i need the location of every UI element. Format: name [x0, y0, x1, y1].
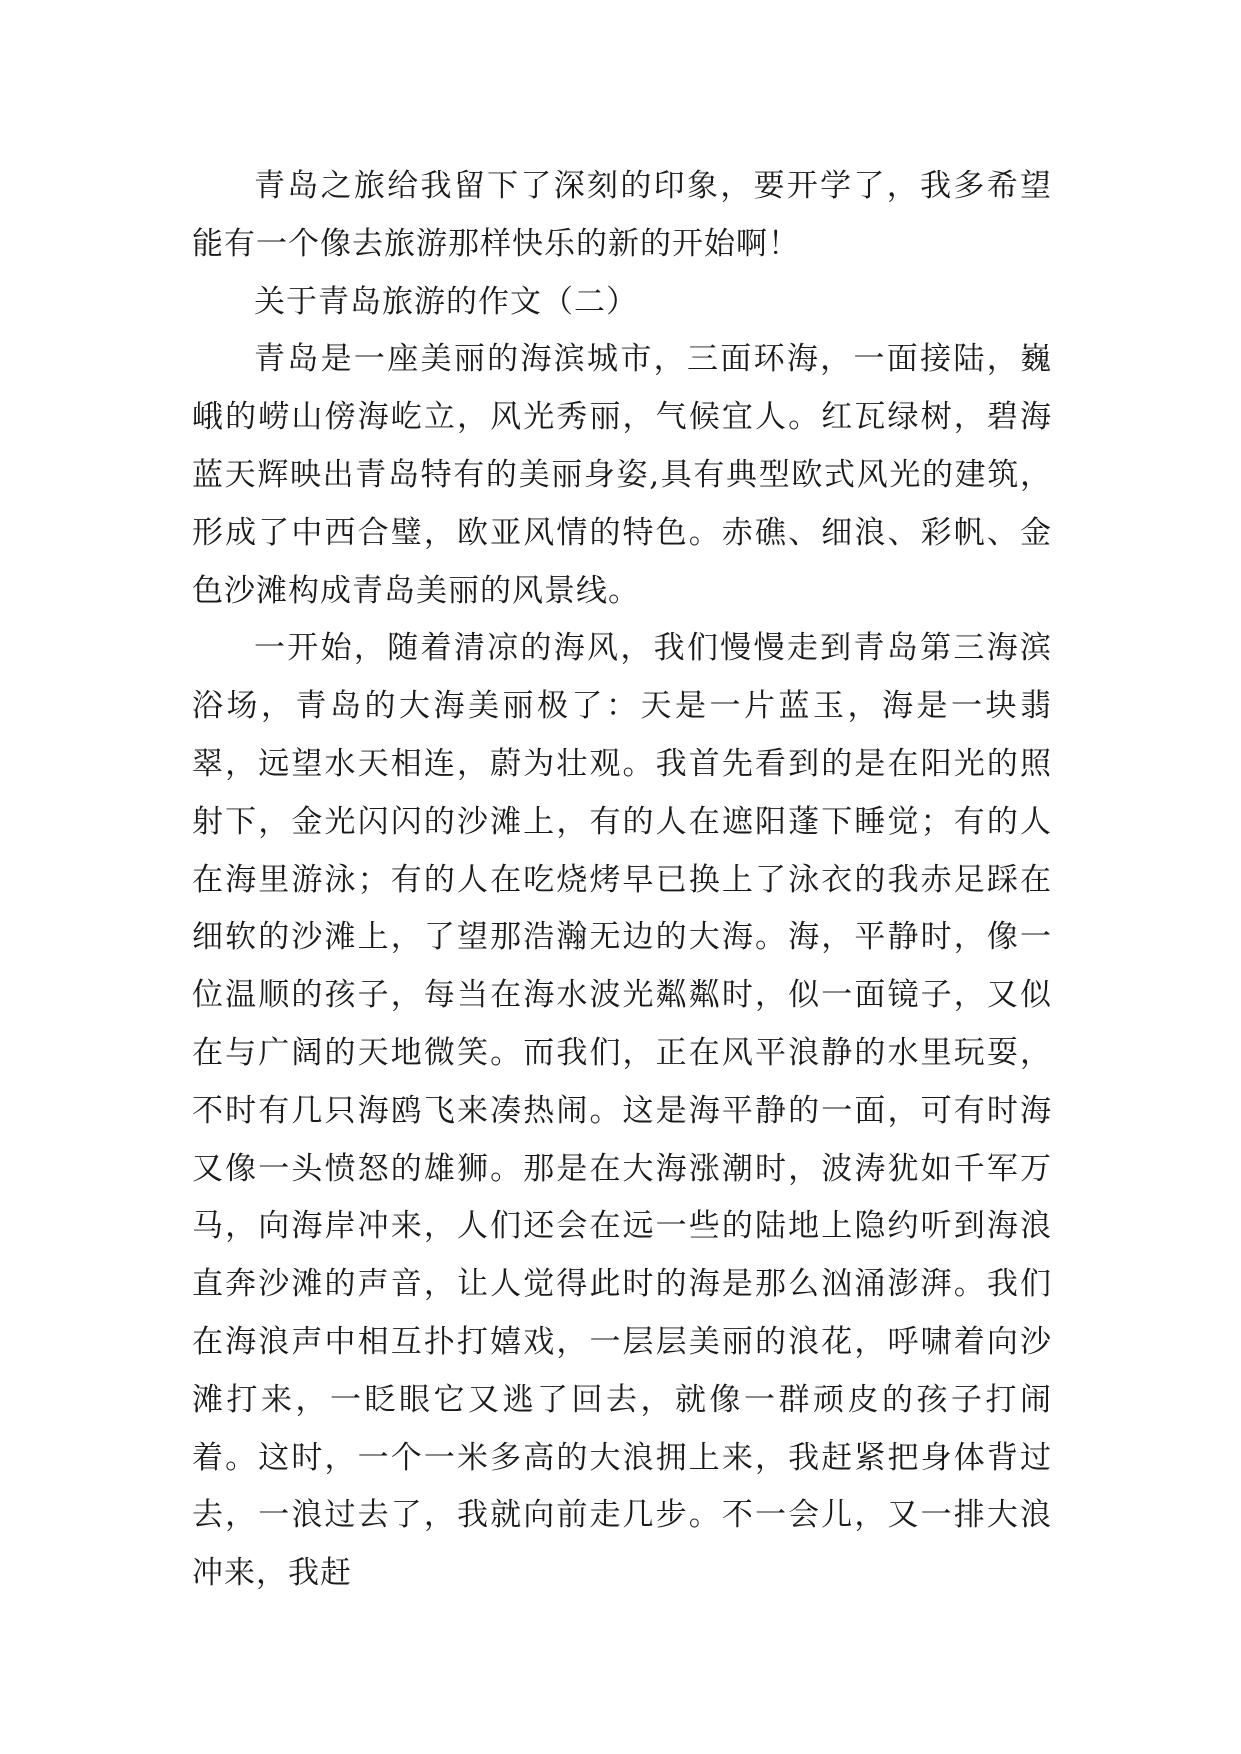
document-body — [192, 158, 1052, 1603]
paragraph-3: 一开始，随着清凉的海风，我们慢慢走到青岛第三海滨浴场，青岛的大海美丽极了：天是一片蓝玉，海是一块翡翠，远望水天相连，蔚为壮观。我首先看到的是在阳光的照射下，金光闪闪的沙滩上，有的人在遮阳蓬下睡觉；有的人在海里游泳；有的人在吃烧烤早已换上了泳衣的我赤足踩在细软的沙滩上，了望那浩瀚无边的大海。海，平静时，像一位温顺的孩子，每当在海水波光粼粼时，似一面镜子，又似在与广阔的天地微笑。而我们，正在风平浪静的水里玩耍，不时有几只海鸥飞来凑热闹。这是海平静的一面，可有时海又像一头愤怒的雄狮。那是在大海涨潮时，波涛犹如千军万马，向海岸冲来，人们还会在远一些的陆地上隐约听到海浪直奔沙滩的声音，让人觉得此时的海是那么汹涌澎湃。我们在海浪声中相互扑打嬉戏，一层层美丽的浪花，呼啸着向沙滩打来，一眨眼它又逃了回去，就像一群顽皮的孩子打闹着。这时，一个一米多高的大浪拥上来，我赶紧把身体背过去，一浪过去了，我就向前走几步。不一会儿，又一排大浪冲来，我赶 — [192, 630, 1052, 1592]
section-title: 关于青岛旅游的作文（二） — [254, 283, 638, 320]
paragraph-1: 青岛之旅给我留下了深刻的印象，要开学了，我多希望能有一个像去旅游那样快乐的新的开始啊！ — [192, 168, 1052, 262]
paragraph-2: 青岛是一座美丽的海滨城市，三面环海，一面接陆，巍峨的崂山傍海屹立，风光秀丽，气候宜人。红瓦绿树，碧海蓝天辉映出青岛特有的美丽身姿,具有典型欧式风光的建筑，形成了中西合璧，欧亚风情的特色。赤礁、细浪、彩帆、金色沙滩构成青岛美丽的风景线。 — [192, 341, 1052, 609]
